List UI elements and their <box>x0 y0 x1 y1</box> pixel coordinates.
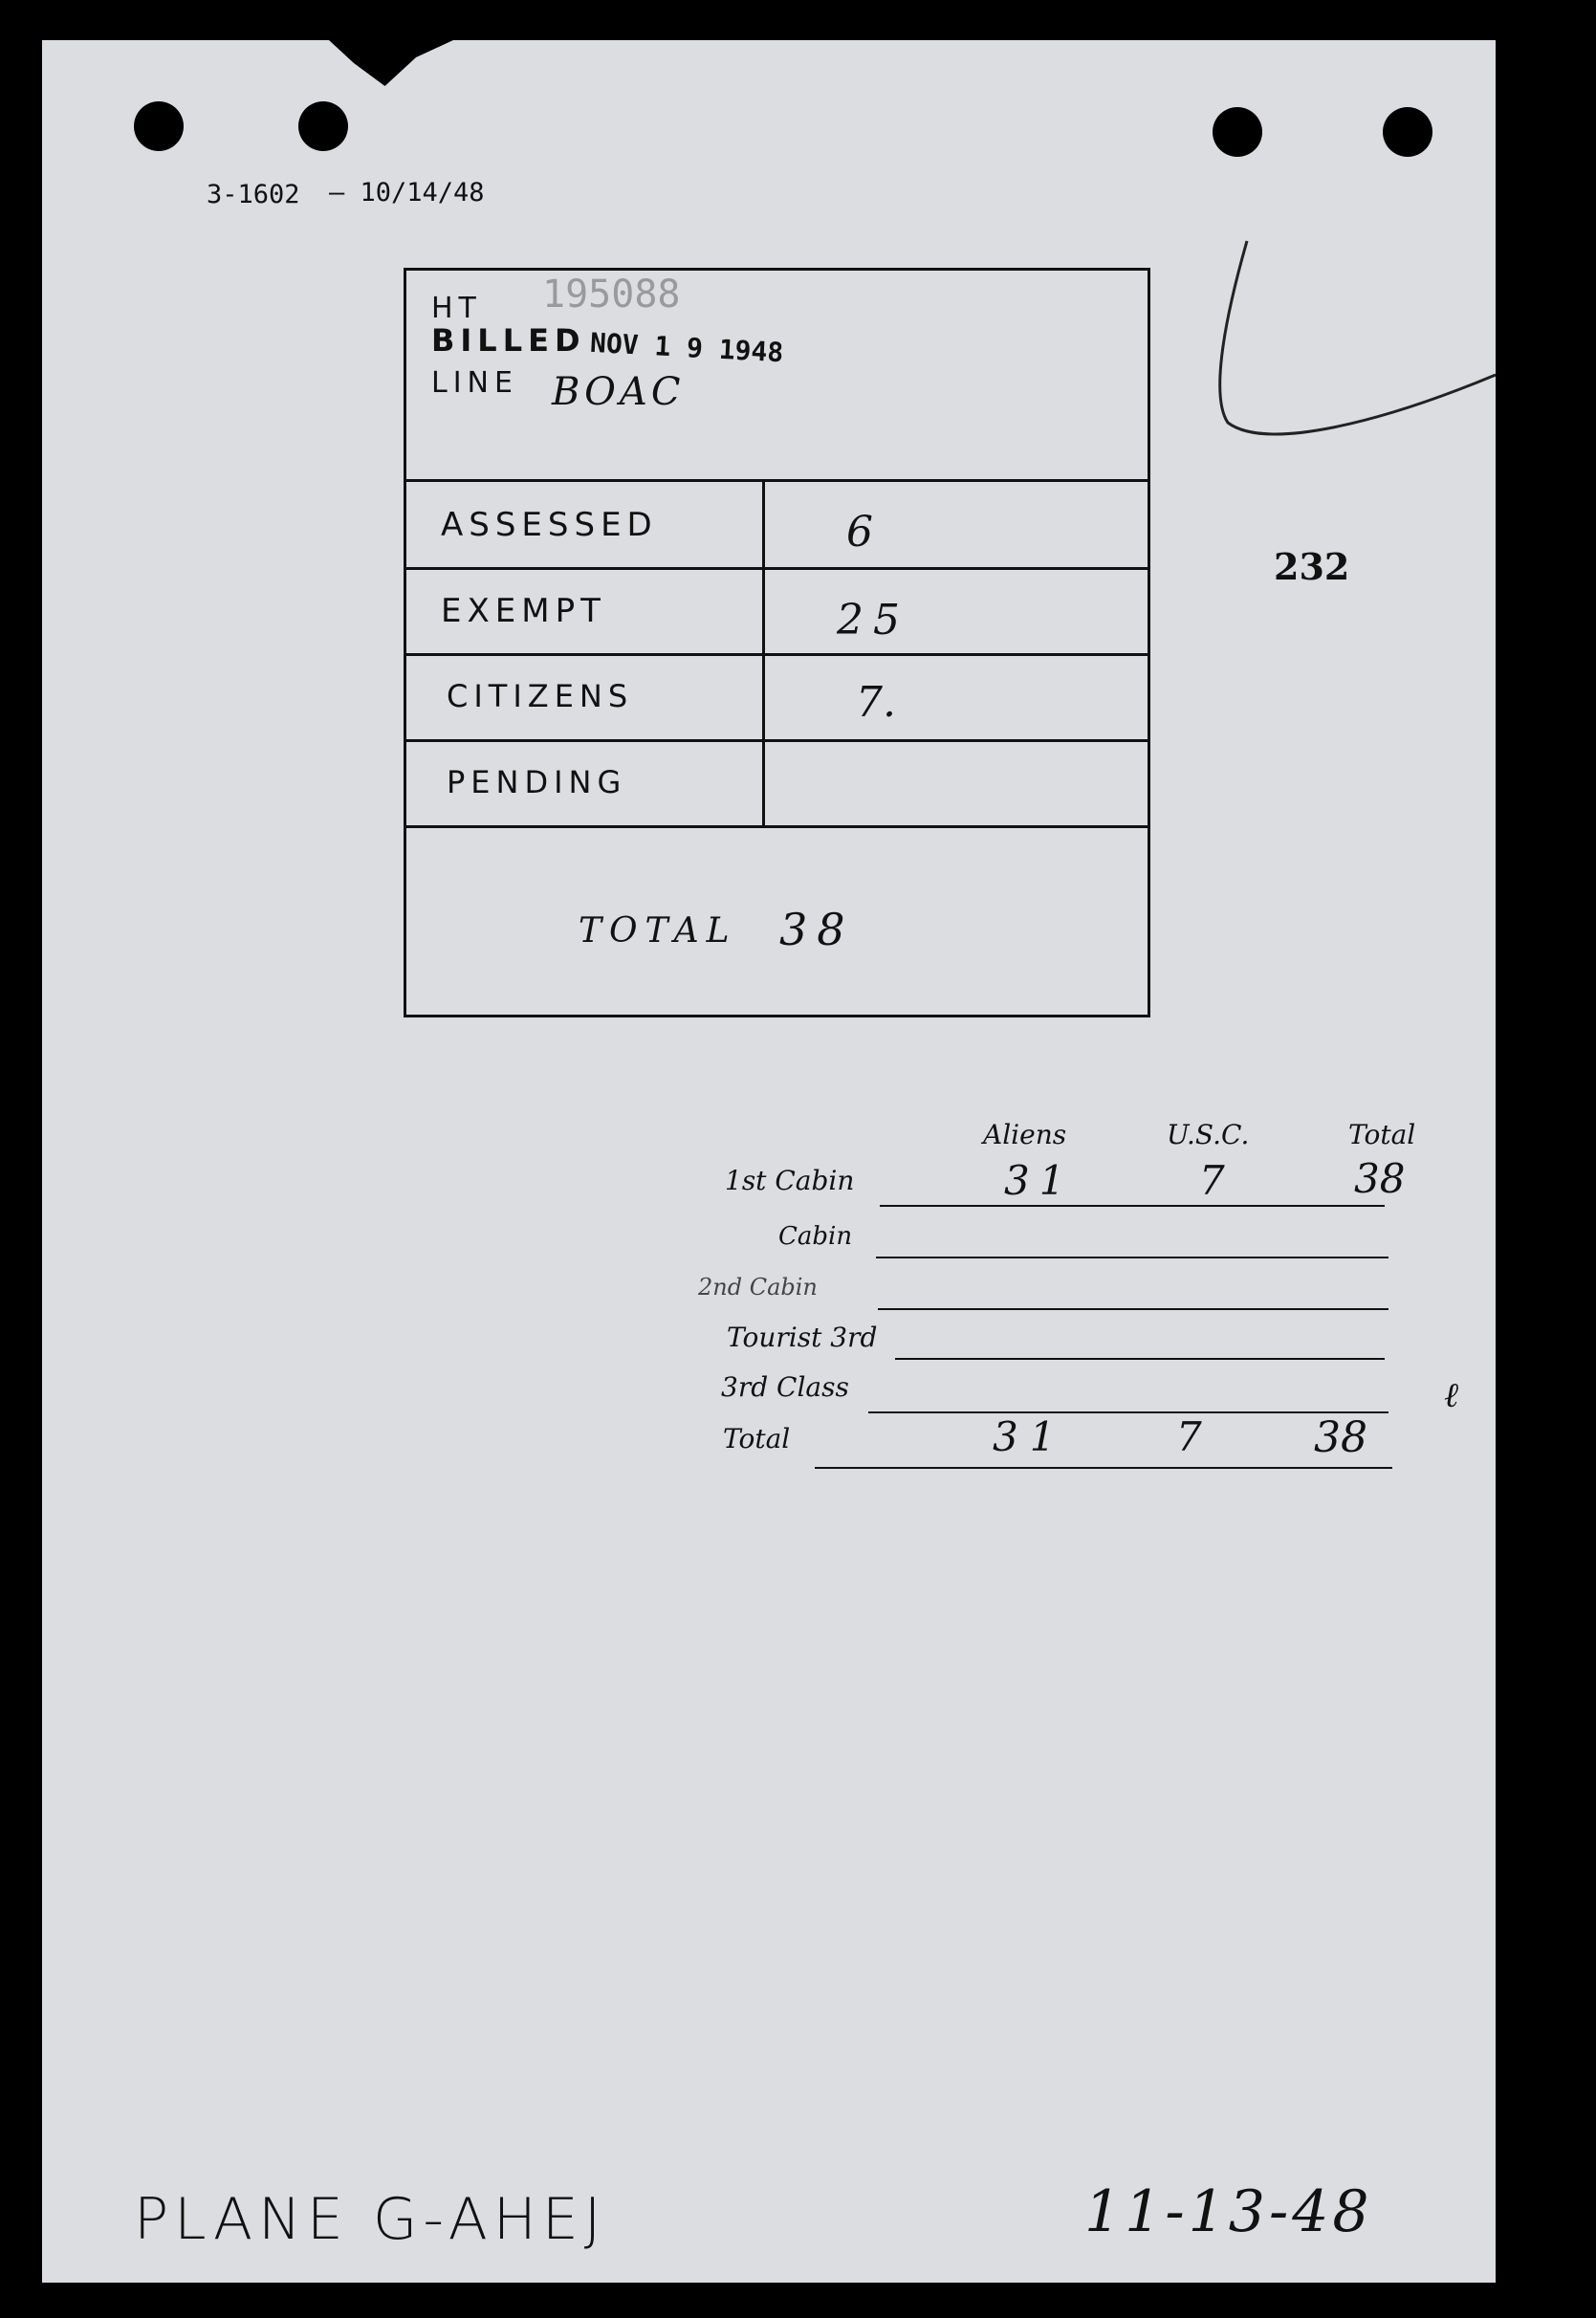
footer-date: 11-13-48 <box>1084 2178 1373 2245</box>
row-total-usc: 7 <box>1176 1413 1202 1460</box>
row-1st-usc: 7 <box>1199 1157 1225 1204</box>
plane-id: PLANE G-AHEJ <box>134 2186 607 2253</box>
torn-edge <box>329 40 453 98</box>
assessed-label: ASSESSED <box>441 506 658 544</box>
billed-label: BILLED <box>431 322 586 359</box>
header-aliens: Aliens <box>983 1119 1067 1150</box>
header-usc: U.S.C. <box>1167 1119 1250 1150</box>
page-number: 232 <box>1274 545 1350 588</box>
exempt-value: 25 <box>837 596 909 645</box>
punch-hole <box>1213 107 1262 157</box>
tally-box <box>404 268 1150 1017</box>
punch-hole <box>1383 107 1432 157</box>
row-label-3rd-class: 3rd Class <box>721 1371 849 1403</box>
row-total-total: 38 <box>1314 1413 1367 1462</box>
margin-mark: ℓ <box>1444 1376 1458 1415</box>
total-label: TOTAL <box>579 911 737 951</box>
punch-hole <box>134 101 184 151</box>
row-label-1st-cabin: 1st Cabin <box>725 1165 855 1196</box>
assessed-value: 6 <box>846 508 873 557</box>
row-label-2nd-cabin: 2nd Cabin <box>698 1274 818 1301</box>
row-label-tourist-3rd: Tourist 3rd <box>727 1322 878 1353</box>
citizens-value: 7. <box>856 678 896 727</box>
ht-label: HT <box>431 292 482 325</box>
document-sheet <box>42 40 1496 2283</box>
line-value: BOAC <box>552 370 685 414</box>
form-number: 3-1602 <box>207 180 300 209</box>
exempt-label: EXEMPT <box>441 592 606 630</box>
header-total: Total <box>1348 1119 1416 1150</box>
line-label: LINE <box>431 366 518 400</box>
row-1st-aliens: 31 <box>1004 1157 1075 1204</box>
form-date: — 10/14/48 <box>329 178 485 208</box>
row-label-total: Total <box>723 1423 791 1454</box>
billed-stamp: NOV 1 9 1948 <box>589 326 785 369</box>
row-1st-total: 38 <box>1354 1155 1406 1202</box>
row-label-cabin: Cabin <box>778 1222 853 1251</box>
check-mark-icon <box>1209 231 1496 480</box>
pending-label: PENDING <box>447 764 627 800</box>
total-value: 38 <box>779 904 855 955</box>
row-total-aliens: 31 <box>993 1413 1067 1460</box>
punch-hole <box>298 101 348 151</box>
citizens-label: CITIZENS <box>447 678 634 714</box>
ht-number: 195088 <box>542 273 681 317</box>
